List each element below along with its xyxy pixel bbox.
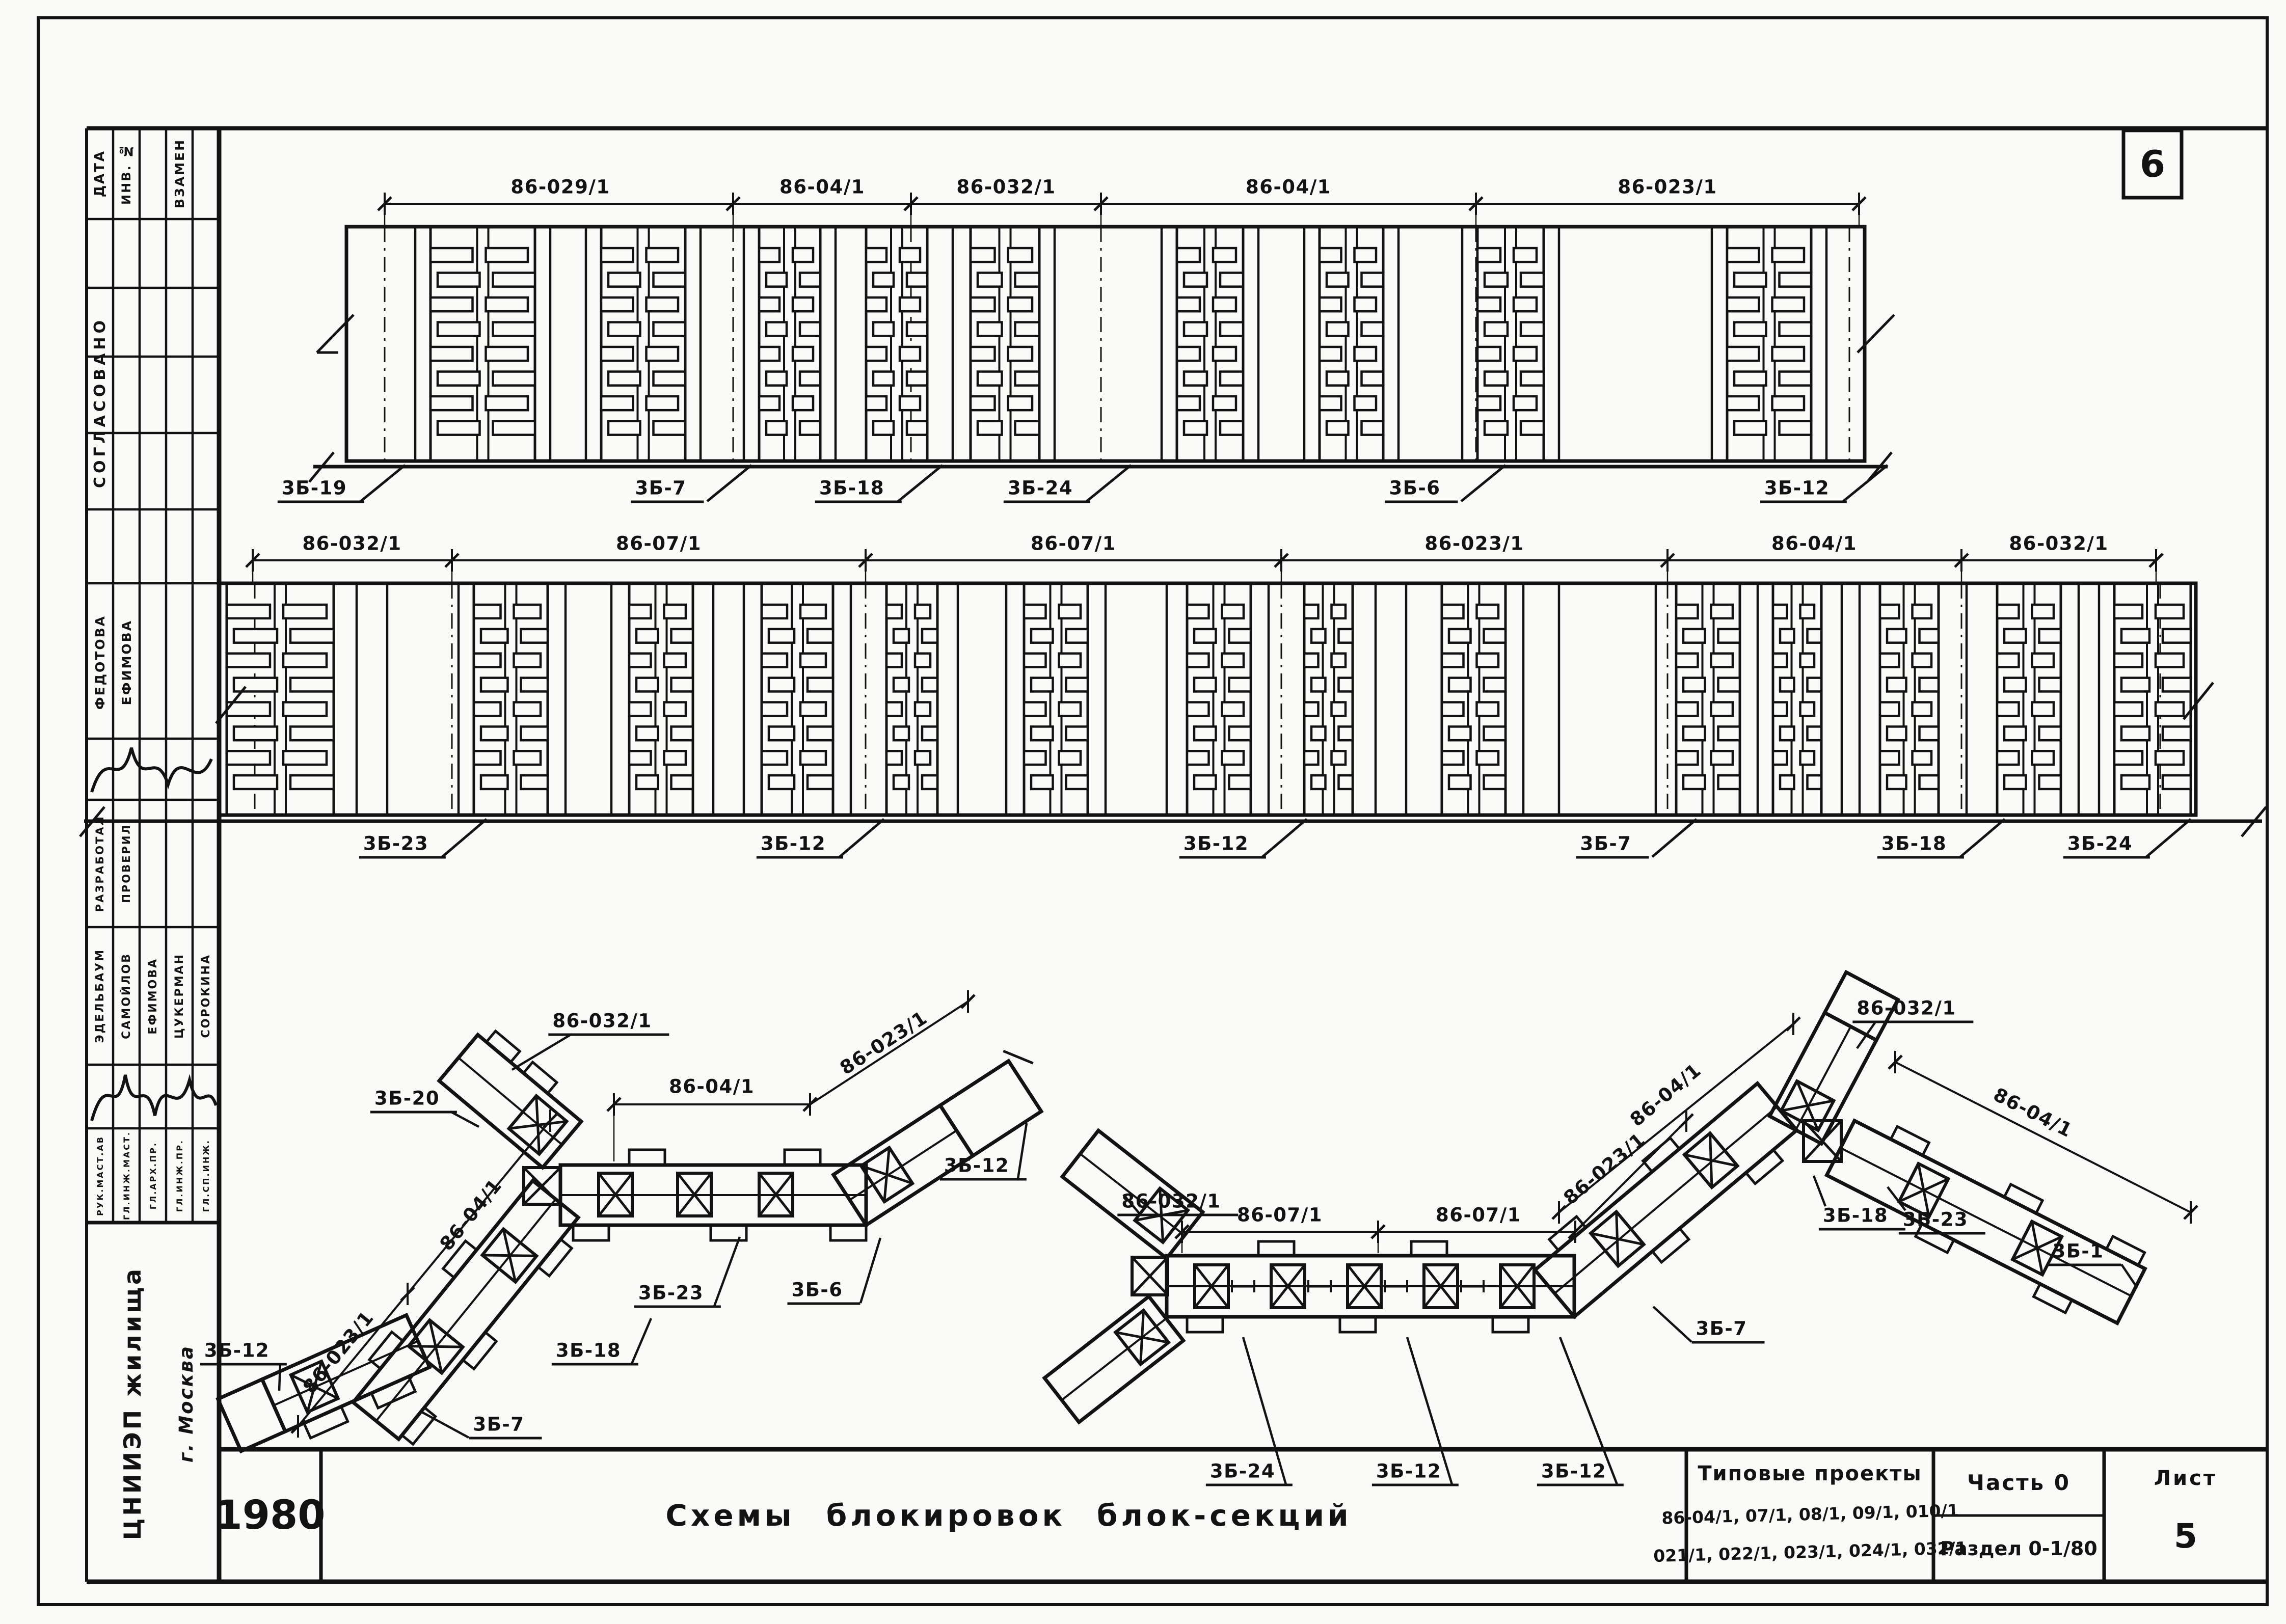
stamp-name-fedotova: ФЕДОТОВА	[92, 614, 107, 710]
block-label: 3Б-12	[1179, 833, 1266, 859]
dimension-label: 86-032/1	[302, 532, 402, 555]
stamp-role2-5: ГЛ.СП.ИНЖ.	[201, 1139, 211, 1212]
dimension-label: 86-023/1	[836, 1006, 932, 1079]
stamp-header-replace: ВЗАМЕН	[172, 139, 187, 209]
stamp-name2-1: ЭДЕЛЬБАУМ	[93, 949, 106, 1043]
block-label: 3Б-12	[940, 1155, 1027, 1181]
sheet-title: Схемы блокировок блок-секций	[665, 1498, 1352, 1533]
stamp-role2-3: ГЛ.АРХ.ПР.	[148, 1141, 158, 1210]
block-label: 3Б-20	[370, 1088, 457, 1114]
sheet-label: Лист	[2154, 1467, 2218, 1490]
block-label: 86-032/1	[1852, 997, 1973, 1023]
dimension-label: 86-032/1	[2009, 532, 2109, 555]
block-label: 3Б-7	[1576, 833, 1649, 859]
year-box: 1980	[214, 1493, 326, 1538]
dimension-label: 86-04/1	[1245, 176, 1332, 198]
site-plan-left	[218, 990, 1058, 1466]
block-label: 3Б-7	[1691, 1318, 1764, 1344]
block-label: 86-032/1	[548, 1010, 669, 1036]
stamp-role2-1: РУК.МАСТ.АВ	[95, 1135, 105, 1216]
block-label: 3Б-23	[634, 1282, 721, 1308]
dimension-label: 86-023/1	[299, 1306, 379, 1398]
sheet-number: 5	[2174, 1516, 2197, 1556]
facade-strip	[309, 193, 1892, 501]
block-label: 3Б-12	[1372, 1460, 1459, 1486]
dimension-label: 86-04/1	[435, 1174, 506, 1255]
block-label: 3Б-24	[2063, 833, 2150, 859]
stamp-role2-2: ГЛ.ИНЖ.МАСТ.	[121, 1130, 131, 1221]
block-label: 3Б-18	[815, 477, 902, 503]
section-label: Раздел 0-1/80	[1940, 1537, 2097, 1560]
dimension-label: 86-023/1	[1618, 176, 1717, 198]
dimension-label: 86-023/1	[1559, 1128, 1650, 1209]
stamp-role-checked: ПРОВЕРИЛ	[120, 824, 132, 903]
block-label: 3Б-7	[469, 1414, 542, 1440]
stamp-role-developed: РАЗРАБОТАЛ	[94, 815, 106, 912]
block-label: 3Б-1	[2048, 1240, 2121, 1266]
block-label: 3Б-6	[787, 1279, 860, 1305]
stamp-agreed: СОГЛАСОВАНО	[91, 317, 109, 488]
dimension-label: 86-07/1	[615, 532, 702, 555]
projects-line2: 021/1, 022/1, 023/1, 024/1, 032/1	[1653, 1537, 1968, 1566]
block-label: 3Б-12	[200, 1340, 287, 1366]
corner-sheet-number: 6	[2139, 143, 2166, 185]
signature-squiggle	[92, 1075, 216, 1121]
stamp-name-efimova: ЕФИМОВА	[119, 619, 134, 706]
block-label: 3Б-12	[1760, 477, 1847, 503]
stamp-org-name: ЦНИИЭП жилища	[119, 1266, 146, 1540]
stamp-header-date: ДАТА	[92, 150, 107, 198]
projects-line1: 86-04/1, 07/1, 08/1, 09/1, 010/1	[1661, 1500, 1959, 1528]
dimension-label: 86-032/1	[956, 176, 1056, 198]
block-label: 3Б-23	[359, 833, 446, 859]
stamp-header-inv: ИНВ. №	[119, 143, 133, 205]
dimension-label: 86-04/1	[1989, 1083, 2077, 1142]
dimension-label: 86-07/1	[1435, 1204, 1522, 1226]
dimension-label: 86-07/1	[1236, 1204, 1323, 1226]
block-label: 3Б-23	[1899, 1209, 1985, 1235]
block-label: 3Б-18	[552, 1340, 638, 1366]
stamp-name2-5: СОРОКИНА	[199, 954, 212, 1038]
stamp-name2-2: САМОЙЛОВ	[120, 953, 133, 1039]
dimension-label: 86-04/1	[779, 176, 866, 198]
stamp-role2-4: ГЛ.ИНЖ.ПР.	[174, 1139, 184, 1212]
dimension-label: 86-029/1	[510, 176, 610, 198]
dimension-label: 86-04/1	[668, 1075, 755, 1098]
dimension-label: 86-023/1	[1424, 532, 1524, 555]
block-label: 3Б-18	[1877, 833, 1964, 859]
stamp-name2-4: ЦУКЕРМАН	[173, 953, 186, 1039]
stamp-org-city: г. Москва	[175, 1344, 197, 1463]
block-label: 3Б-18	[1819, 1205, 1905, 1231]
block-label: 3Б-6	[1385, 477, 1458, 503]
dimension-label: 86-04/1	[1771, 532, 1858, 555]
block-label: 3Б-12	[757, 833, 843, 859]
block-label: 3Б-24	[1004, 477, 1090, 503]
stamp-name2-3: ЕФИМОВА	[146, 957, 159, 1035]
dimension-label: 86-07/1	[1030, 532, 1117, 555]
dimension-label: 86-04/1	[1626, 1059, 1706, 1131]
block-label: 3Б-7	[631, 477, 704, 503]
projects-label: Типовые проекты	[1698, 1462, 1922, 1485]
block-label: 3Б-24	[1206, 1460, 1293, 1486]
block-label: 3Б-19	[278, 477, 364, 503]
block-label: 86-032/1	[1117, 1190, 1238, 1216]
part-label: Часть 0	[1967, 1470, 2070, 1495]
facade-strip	[80, 549, 2266, 857]
block-label: 3Б-12	[1537, 1460, 1624, 1486]
